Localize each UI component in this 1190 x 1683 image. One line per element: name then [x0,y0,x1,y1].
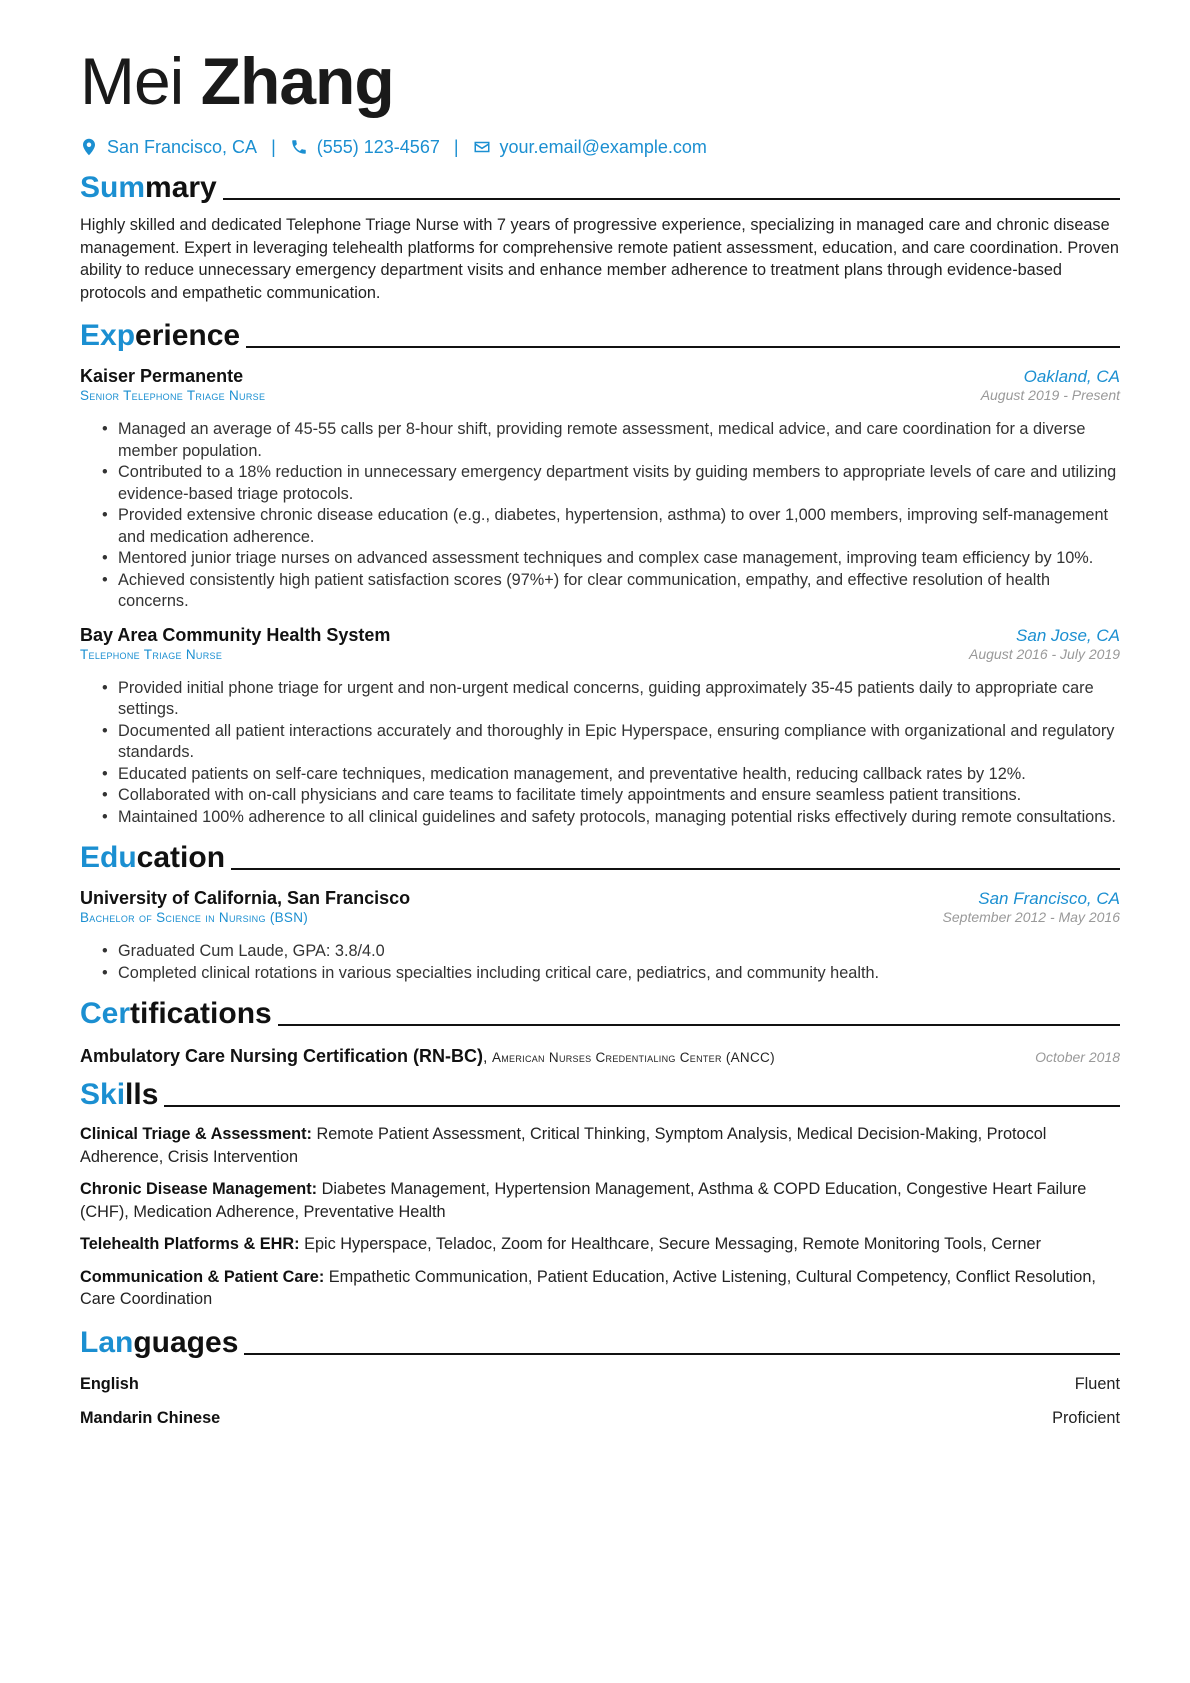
certification-entry: Ambulatory Care Nursing Certification (RN-BC), American Nurses Credentialing Center (ANCC) October 2018 [80,1046,1120,1066]
degree-name: Bachelor of Science in Nursing (BSN) [80,910,309,925]
contact-location [80,137,257,158]
section-rule [246,346,1120,348]
section-title: Skills [80,1078,159,1111]
bullet-item: • Educated patients on self-care techniques, medication management, and preventative health, reducing callback rates by 12%. [118,764,1120,786]
section-title: Languages [80,1325,239,1359]
language-row [80,1373,1120,1395]
bullet-item: • Completed clinical rotations in various specialties including critical care, pediatrics, and community health. [118,963,1120,985]
skill-group [80,1266,1120,1311]
job-dates: August 2016 - July 2019 [969,645,1120,662]
section-title: Education [80,841,226,874]
skill-label: Telehealth Platforms & EHR: [80,1235,300,1253]
contact-email[interactable] [473,137,707,158]
phone-icon [290,138,308,156]
summary-text: Highly skilled and dedicated Telephone Triage Nurse with 7 years of progressive experience, specializing in managed care and chronic disease management. Expert in leveraging telehealth platforms for comprehensive remote patient assessment, education, and care coordination. Proven ability to reduce unnecessary emergency department visits and enhance member adherence to treatment plans through evidence-based protocols and empathetic communication. [80,216,1119,302]
certification-issuer: American Nurses Credentialing Center (ANCC) [491,1050,775,1065]
skill-label: Communication & Patient Care: [80,1267,325,1286]
education-bullets [80,941,1120,984]
bullet-item: • Graduated Cum Laude, GPA: 3.8/4.0 [118,941,1120,963]
candidate-name [80,40,1120,122]
job-dates: August 2019 - Present [980,387,1120,403]
phone-text: (555) 123-4567 [316,136,440,157]
education-entry [80,888,1120,984]
language-level: Fluent [1074,1374,1120,1393]
certification-name: Ambulatory Care Nursing Certification (RN-BC) [80,1046,484,1066]
language-name: English [80,1374,139,1393]
summary-section [80,166,1120,304]
job-role: Senior Telephone Triage Nurse [80,388,266,403]
skills-section [80,1073,1120,1311]
first-name: Mei [80,44,184,118]
bullet-item: • Maintained 100% adherence to all clinical guidelines and safety protocols, managing potential risks effectively during remote consultations. [118,807,1120,829]
map-marker-icon [80,138,98,156]
resume-page [80,40,1120,1429]
section-title: Summary [80,171,217,204]
skill-items: Diabetes Management, Hypertension Management, Asthma & COPD Education, Congestive Heart Failure (CHF), Medication Adherence, Preventative Health [80,1180,1087,1221]
envelope-icon [473,138,491,156]
bullet-item: • Achieved consistently high patient satisfaction scores (97%+) for clear communication, empathy, and effective resolution of health concerns. [118,570,1120,613]
section-title: Experience [80,319,241,352]
school-location: San Francisco, CA [978,889,1120,908]
skill-label: Clinical Triage & Assessment: [80,1125,312,1143]
bullet-item: • Collaborated with on-call physicians and care teams to facilitate timely appointments and ensure seamless patient transitions. [118,785,1120,807]
email-text: your.email@example.com [499,136,707,157]
contact-phone[interactable] [290,137,440,158]
last-name: Zhang [200,44,394,118]
section-rule [278,1024,1120,1026]
location-text: San Francisco, CA [107,136,258,157]
section-title: Certifications [80,997,272,1030]
bullet-item: • Provided extensive chronic disease education (e.g., diabetes, hypertension, asthma) to over 1,000 members, improving self-management and medication adherence. [118,505,1120,548]
section-rule [164,1105,1120,1107]
job-bullets [80,419,1120,613]
certification-date: October 2018 [1035,1049,1120,1065]
certifications-section [80,992,1120,1067]
language-row [80,1407,1120,1429]
skill-items: Epic Hyperspace, Teladoc, Zoom for Healthcare, Secure Messaging, Remote Monitoring Tools, Cerner [304,1235,1042,1253]
language-level: Proficient [1052,1408,1120,1427]
education-section [80,836,1120,984]
skill-items: Empathetic Communication, Patient Education, Active Listening, Cultural Competency, Conflict Resolution, Care Coordination [80,1267,1096,1308]
separator: | [453,136,459,157]
languages-section [80,1321,1120,1429]
skill-group [80,1178,1120,1223]
skill-label: Chronic Disease Management: [80,1180,318,1198]
bullet-item: • Contributed to a 18% reduction in unnecessary emergency department visits by guiding members to appropriate levels of care and utilizing evidence-based triage protocols. [118,462,1120,505]
company-name: Kaiser Permanente [80,366,244,386]
skill-group [80,1123,1120,1168]
section-rule [244,1353,1120,1355]
job-role: Telephone Triage Nurse [80,646,223,662]
section-rule [231,868,1120,870]
bullet-item: • Managed an average of 45-55 calls per 8-hour shift, providing remote assessment, medical advice, and care coordination for a diverse member population. [118,419,1120,462]
bullet-item: • Mentored junior triage nurses on advanced assessment techniques and complex case management, improving team efficiency by 10%. [118,548,1120,570]
school-name: University of California, San Francisco [80,888,411,908]
bullet-item: • Provided initial phone triage for urgent and non-urgent medical concerns, guiding approximately 35-45 patients daily to appropriate care settings. [118,678,1120,721]
job-location: San Jose, CA [1016,625,1120,645]
skill-group [80,1233,1120,1256]
job-location: Oakland, CA [1023,367,1120,386]
skill-items: Remote Patient Assessment, Critical Thinking, Symptom Analysis, Medical Decision-Making, Protocol Adherence, Crisis Intervention [80,1125,1047,1166]
contact-bar [80,132,1120,162]
job-entry [80,366,1120,613]
company-name: Bay Area Community Health System [80,624,391,645]
job-entry [80,625,1120,829]
section-rule [223,198,1120,200]
job-bullets [80,678,1120,829]
language-name: Mandarin Chinese [80,1408,221,1427]
bullet-item: • Documented all patient interactions accurately and thoroughly in Epic Hyperspace, ensuring compliance with organizational and regulatory standards. [118,721,1120,764]
experience-section [80,314,1120,828]
separator: | [271,136,276,157]
education-dates: September 2012 - May 2016 [942,909,1120,925]
